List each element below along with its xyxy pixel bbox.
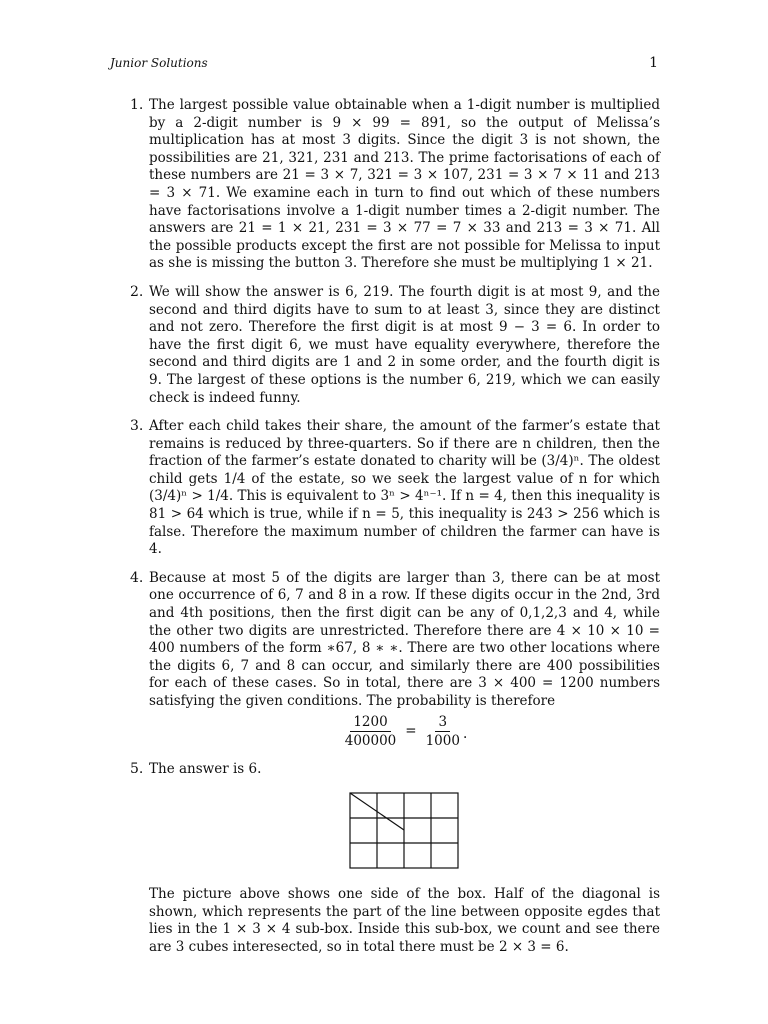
solution-number: 4.	[130, 569, 144, 586]
solution-text: The answer is 6.	[149, 760, 262, 777]
running-title: Junior Solutions	[110, 56, 208, 70]
solution-1	[110, 97, 660, 273]
fraction-denominator: 1000	[425, 732, 460, 749]
solution-2	[110, 284, 660, 407]
page-number: 1	[649, 55, 658, 71]
fraction-right	[423, 713, 463, 750]
solution-number: 1.	[130, 97, 144, 113]
solution-number: 2.	[130, 283, 144, 300]
solution-text: After each child takes their share, the amount of the farmer’s estate that remains is reduced by three-quarters. So if there are n children, then the fraction of the farmer’s estate donated to charity will be (3/4)ⁿ. The oldest child gets 1/4 of the estate, so we seek the largest value of n for which (3/4)ⁿ > 1/4. This is equivalent to 3ⁿ > 4ⁿ⁻¹. If n = 4, then this inequality is 81 > 64 which is true, while if n = 5, this inequality is 243 > 256 which is false. Therefore the maximum number of children the farmer can have is 4.	[149, 418, 660, 558]
equals-sign: =	[405, 723, 417, 740]
fraction-numerator: 3	[435, 713, 450, 732]
solution-text: Because at most 5 of the digits are larger than 3, there can be at most one occurrence of 6, 7 and 8 in a row. If these digits occur in the 2nd, 3rd and 4th positions, then the first digit can be any of 0,1,2,3 and 4, while the other two digits are unrestricted. Therefore there are 4 × 10 × 10 = 400 numbers of the form ∗67, 8 ∗ ∗. There are two other locations where the digits 6, 7 and 8 can occur, and similarly there are 400 possibilities for each of these cases. So in total, there are 3 × 400 = 1200 numbers satisfying the given conditions. The probability is therefore	[149, 569, 660, 709]
solution-number: 3.	[130, 418, 144, 435]
fraction-denominator: 400000	[344, 732, 397, 749]
solutions-body	[110, 97, 660, 968]
fraction-period: .	[462, 725, 468, 742]
grid-diagram	[349, 792, 461, 870]
probability-equation	[149, 713, 660, 750]
solutions-list	[110, 97, 660, 957]
solution-text: We will show the answer is 6, 219. The fourth digit is at most 9, and the second and third digits have to sum to at least 3, since they are distinct and not zero. Therefore the first digit is at most 9 − 3 = 6. In order to have the first digit 6, we must have equality everywhere, therefore the second and third digits are 1 and 2 in some order, and the fourth digit is 9. The largest of these options is the number 6, 219, which we can easily check is indeed funny.	[149, 283, 660, 406]
box-side-figure	[149, 792, 660, 870]
solution-3	[110, 418, 660, 559]
fraction-left	[342, 713, 400, 750]
fraction-numerator: 1200	[350, 713, 390, 732]
figure-explanation: The picture above shows one side of the box. Half of the diagonal is shown, which represents the part of the line between opposite egdes that lies in the 1 × 3 × 4 sub-box. Inside this sub-box, we count and see there are 3 cubes interesected, so in total there must be 2 × 3 = 6.	[149, 886, 660, 955]
solution-5	[110, 761, 660, 957]
solution-text: The largest possible value obtainable when a 1-digit number is multiplied by a 2-digit number is 9 × 99 = 891, so the output of Melissa’s multiplication has at most 3 digits. Since the digit 3 is not shown, the possibilities are 21, 321, 231 and 213. The prime factorisations of each of these numbers are 21 = 3 × 7, 321 = 3 × 107, 231 = 3 × 7 × 11 and 213 = 3 × 71. We examine each in turn to find out which of these numbers have factorisations involve a 1-digit number times a 2-digit number. The answers are 21 = 1 × 21, 231 = 3 × 77 = 7 × 33 and 213 = 3 × 71. All the possible products except the first are not possible for Melissa to input as she is missing the button 3. Therefore she must be multiplying 1 × 21.	[149, 97, 660, 272]
solution-4	[110, 570, 660, 750]
page-header	[110, 55, 658, 71]
solution-number: 5.	[130, 760, 144, 777]
